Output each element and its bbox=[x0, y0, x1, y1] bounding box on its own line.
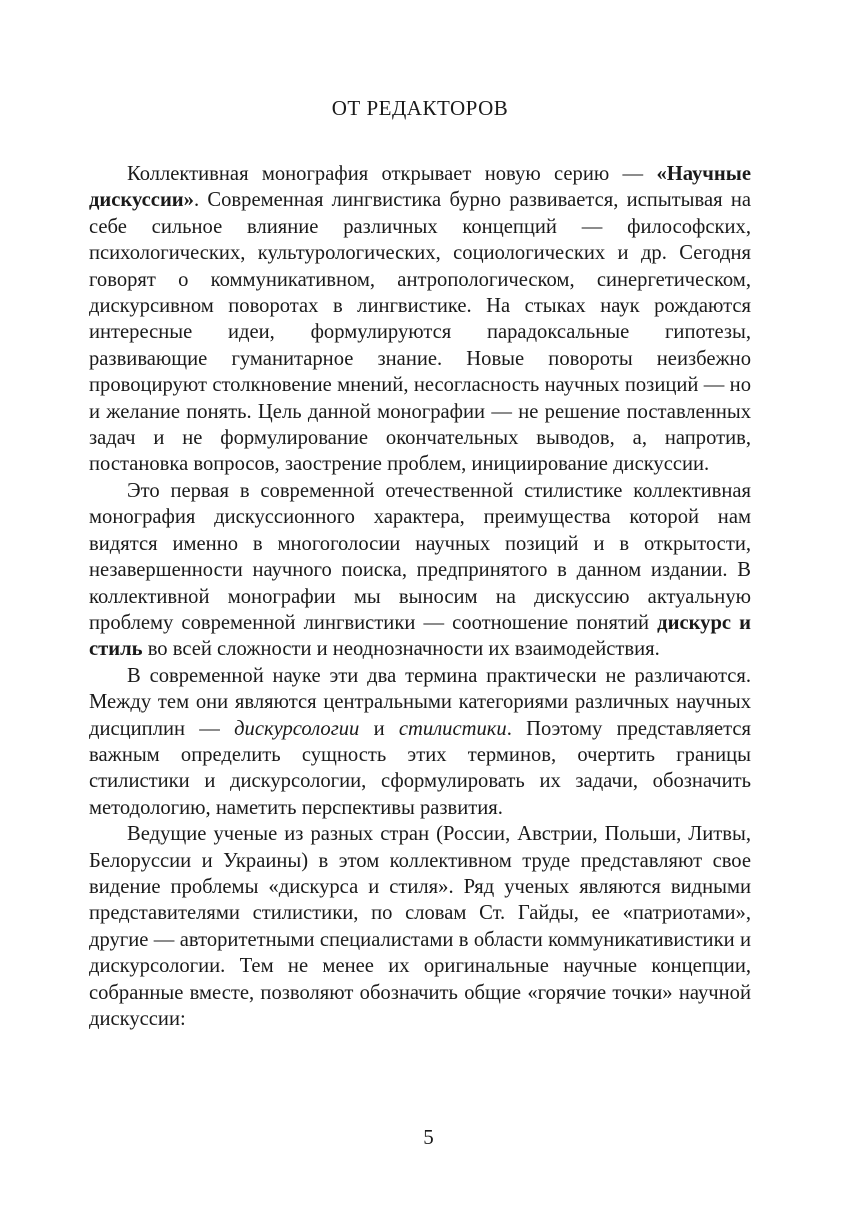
paragraph-3 bbox=[89, 663, 751, 821]
series-name-bold: «Научные дискуссии» bbox=[89, 163, 751, 212]
paragraph-2-text-a: Это первая в современной отечественной стилистике коллективная монография дискуссионного характера, преимущества которой нам видятся именно в многоголосии научных позиций и в открытости, незавершенности научного поиска, предпринятого в данном издании. В коллективной монографии мы выносим на дискуссию актуальную проблему современной лингвистики — соотношение понятий bbox=[89, 479, 751, 634]
stylistics-italic: стилистики bbox=[398, 717, 507, 740]
discursology-italic: дискурсологии bbox=[234, 717, 360, 740]
paragraph-3-text-b: и bbox=[359, 717, 399, 740]
page-body bbox=[89, 96, 751, 1032]
paragraph-2 bbox=[89, 478, 751, 663]
page-title: ОТ РЕДАКТОРОВ bbox=[331, 96, 509, 120]
paragraph-3-text-a: В современной науке эти два термина практически не различаются. Между тем они являются центральными категориями различных научных дисциплин — bbox=[89, 664, 751, 740]
paragraph-1-text-a: Коллективная монография открывает новую серию — bbox=[127, 163, 657, 185]
paragraph-2-text-b: во всей сложности и неоднозначности их взаимодействия. bbox=[142, 638, 660, 661]
paragraph-3-text-c: . Поэтому представляется важным определить сущность этих терминов, очертить границы стилистики и дискурсологии, сформулировать их задачи, обозначить методологию, наметить перспективы развития. bbox=[89, 717, 751, 819]
page-number: 5 bbox=[423, 1125, 434, 1149]
paragraph-4 bbox=[89, 821, 751, 1032]
paragraph-1-text-b: . Современная лингвистика бурно развивается, испытывая на себе сильное влияние различных концепций — философских, психологических, культурологических, социологических и др. Сегодня говорят о коммуникативном, антропологическом, синергетическом, дискурсивном поворотах в лингвистике. На стыках наук рождаются интересные идеи, формулируются парадоксальные гипотезы, развивающие гуманитарное знание. Новые повороты неизбежно провоцируют столкновение мнений, несогласность научных позиций — но и желание понять. Цель данной монографии — не решение поставленных задач и не формулирование окончательных выводов, а, напротив, постановка вопросов, заострение проблем, инициирование дискуссии. bbox=[89, 189, 751, 476]
paragraph-1 bbox=[89, 161, 751, 478]
discourse-style-bold: дискурс и стиль bbox=[89, 611, 752, 661]
paragraph-4-text: Ведущие ученые из разных стран (России, Австрии, Польши, Литвы, Белоруссии и Украины) в этом коллективном труде представляют свое видение проблемы «дискурса и стиля». Ряд ученых являются видными представителями стилистики, по словам Ст. Гайды, ее «патриотами», другие — авторитетными специалистами в области коммуникативистики и дискурсологии. Тем не менее их оригинальные научные концепции, собранные вместе, позволяют обозначить общие «горячие точки» научной дискуссии: bbox=[89, 823, 751, 1030]
